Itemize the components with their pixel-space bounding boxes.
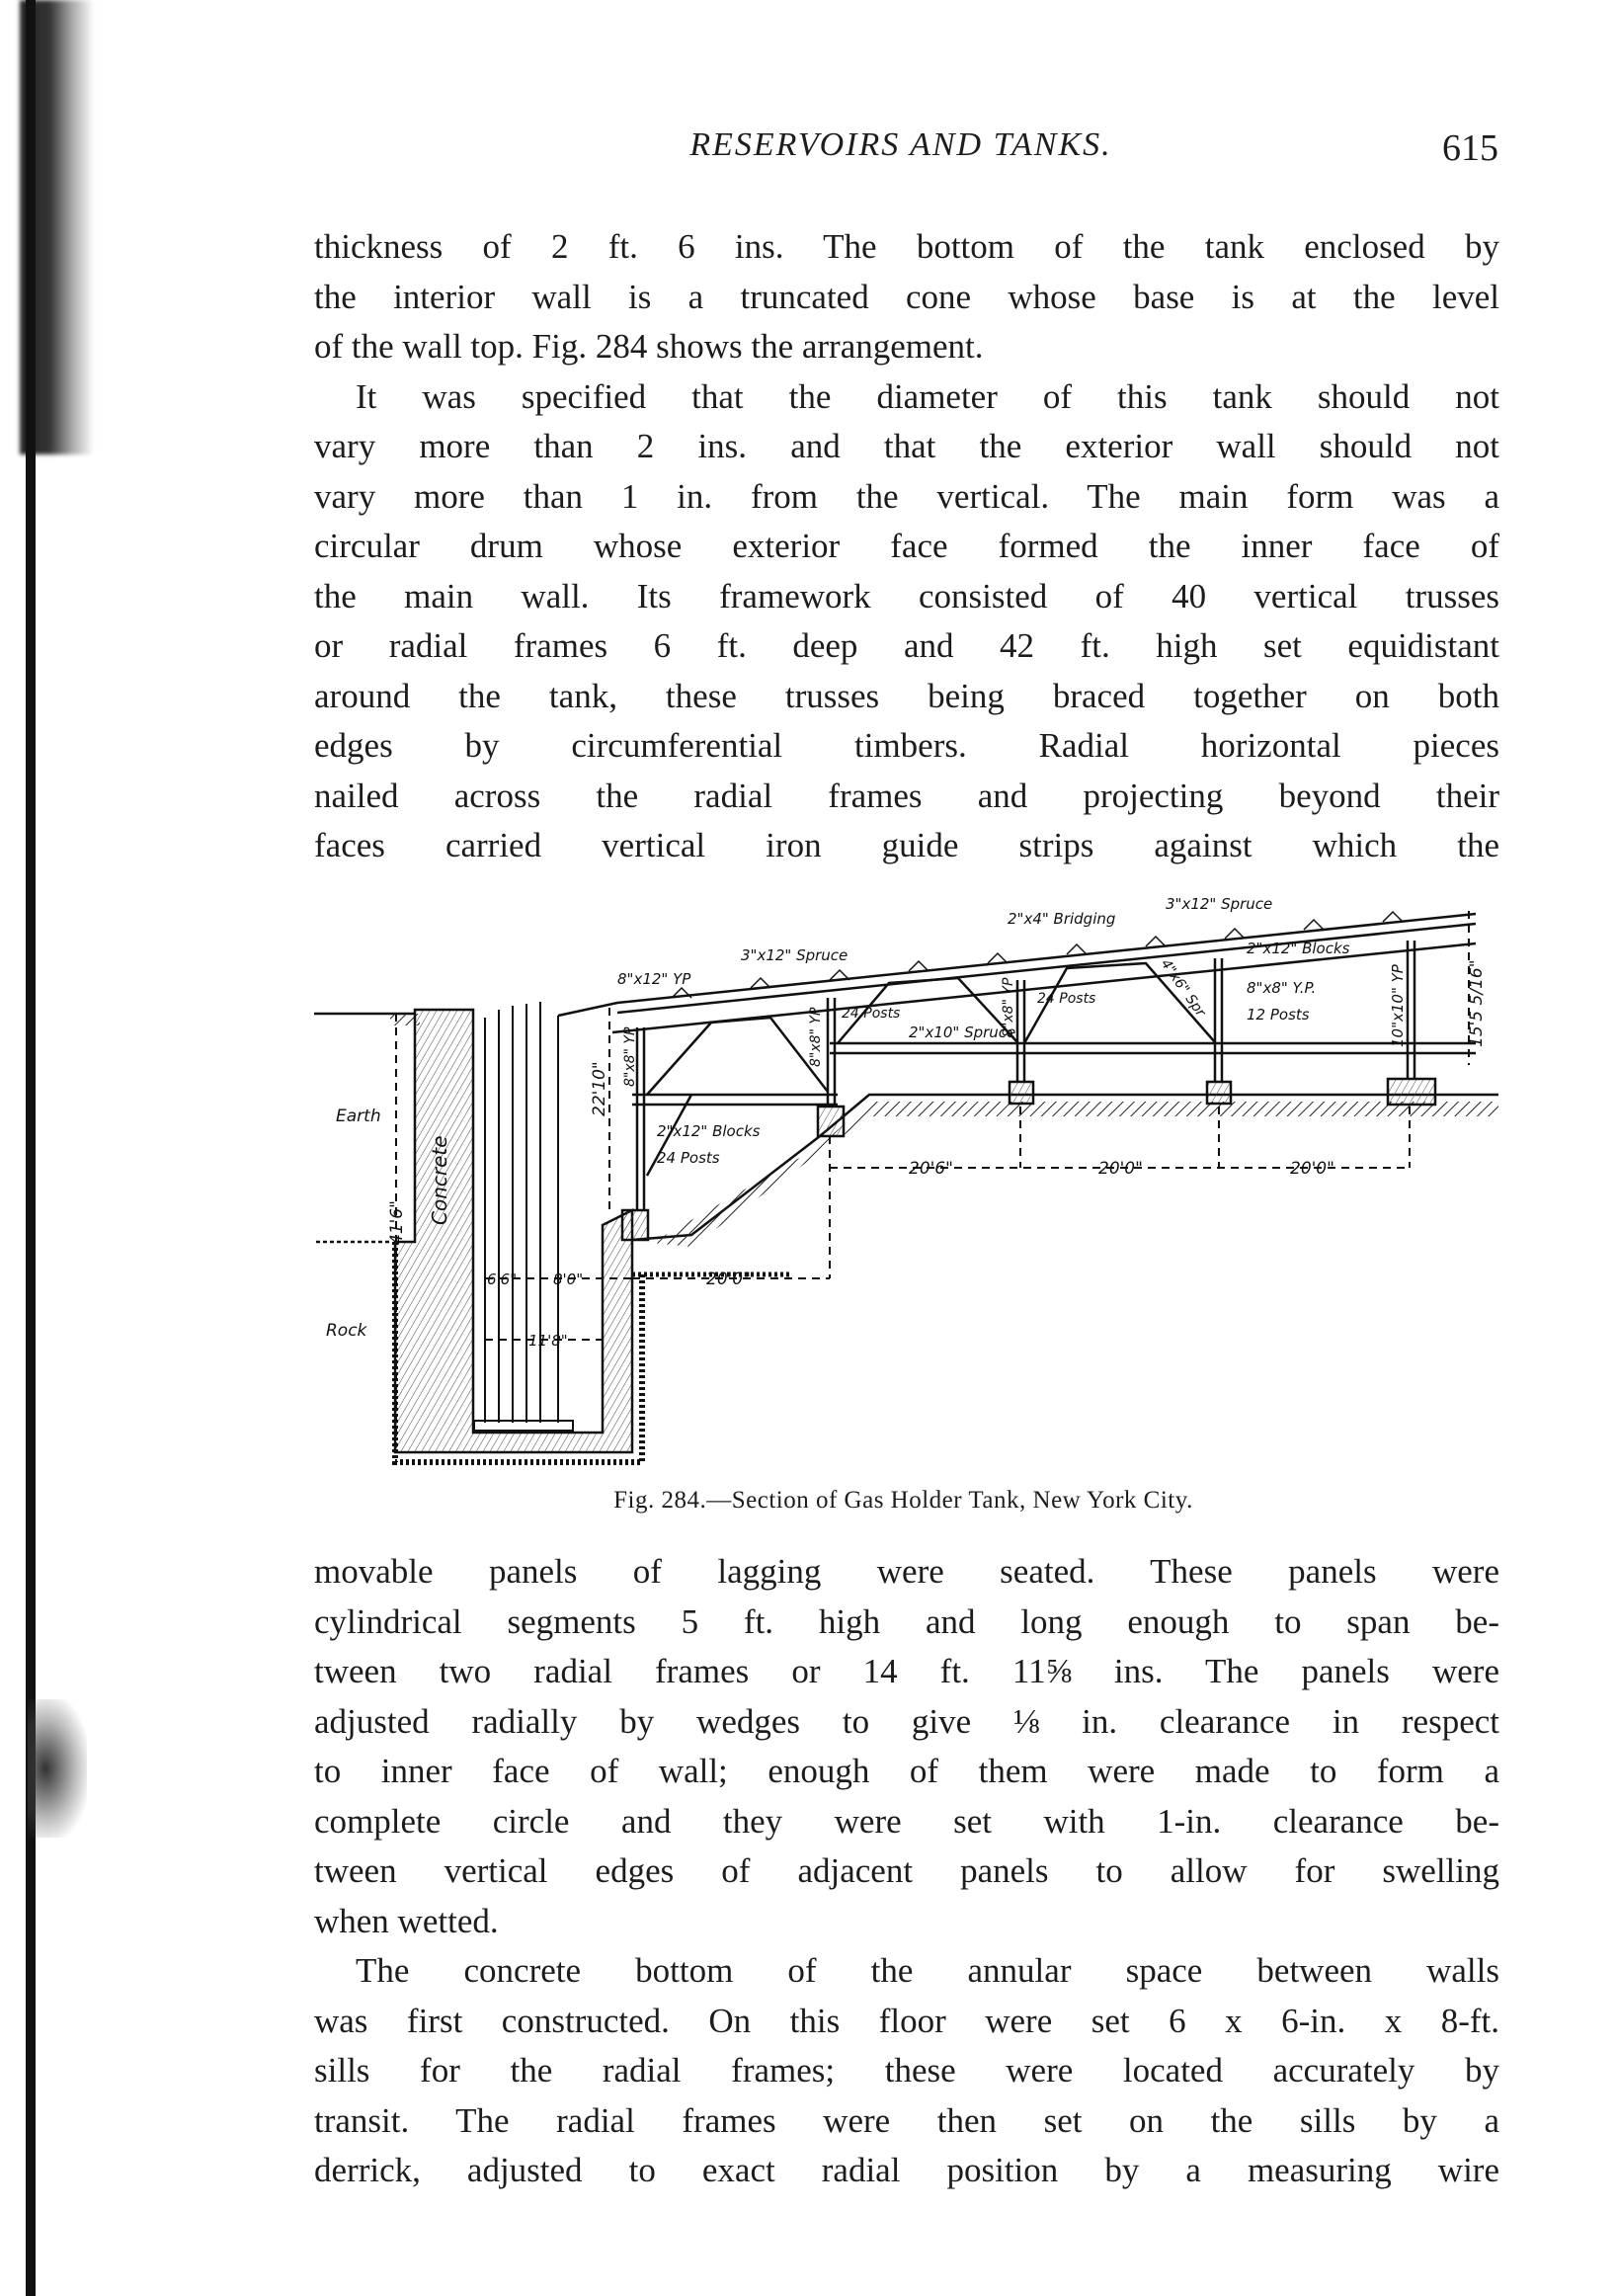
text-line: vary more than 1 in. from the vertical. The main form was a — [314, 476, 1499, 516]
dim-8-0: 8'0" — [553, 1271, 584, 1288]
dim-22-10: 22'10" — [590, 1061, 609, 1116]
dim-41-6: 41'6" — [387, 1200, 407, 1245]
text-line: the interior wall is a truncated cone whose base is at the level — [314, 277, 1499, 316]
label-blocks-2x12: 2"x12" Blocks — [1247, 940, 1350, 957]
dim-20-6: 20'6" — [909, 1159, 953, 1179]
label-24-posts: 24 Posts — [1037, 991, 1096, 1007]
text-line: around the tank, these trusses being braced together on both — [314, 676, 1499, 715]
text-line: faces carried vertical iron guide strips against which the — [314, 826, 1499, 864]
label-yp-10x10: 10"x10" YP — [1389, 964, 1407, 1047]
label-spruce-3x12: 3"x12" Spruce — [1166, 895, 1273, 913]
label-24-posts: 24 Posts — [657, 1149, 720, 1167]
running-title: RESERVOIRS AND TANKS. — [689, 126, 1112, 163]
text-line: tween two radial frames or 14 ft. 11⅝ ins. The panels were — [314, 1652, 1499, 1690]
label-earth: Earth — [336, 1107, 381, 1126]
label-yp-8x12: 8"x12" YP — [617, 970, 691, 988]
text-block-bottom — [314, 1547, 1499, 2196]
dim-20-0: 20'0" — [1098, 1159, 1143, 1179]
text-line: or radial frames 6 ft. deep and 42 ft. high set equidistant — [314, 626, 1499, 665]
figure-caption: Fig. 284.—Section of Gas Holder Tank, New York City. — [613, 1487, 1193, 1514]
label-spruce-2x10: 2"x10" Spruce — [909, 1024, 1016, 1041]
text-line: sills for the radial frames; these were located accurately by — [314, 2051, 1499, 2090]
page-number: 615 — [1442, 127, 1498, 169]
text-line: complete circle and they were set with 1-in. clearance be- — [314, 1801, 1499, 1841]
text-line: to inner face of wall; enough of them were made to form a — [314, 1752, 1499, 1790]
label-12-posts: 12 Posts — [1247, 1006, 1310, 1024]
text-line: the main wall. Its framework consisted of 40 vertical trusses — [314, 576, 1499, 615]
text-line: It was specified that the diameter of this tank should not — [356, 376, 1499, 416]
label-spr-4x6: 4"x6" Spr — [1157, 956, 1209, 1021]
dim-20-0-low: 20'0" — [706, 1270, 751, 1289]
dim-20-0: 20'0" — [1290, 1159, 1334, 1179]
dim-15-5: 15'5 5/16" — [1467, 959, 1487, 1047]
text-line: thickness of 2 ft. 6 ins. The bottom of the tank enclosed by — [314, 227, 1499, 266]
text-line: adjusted radially by wedges to give ⅛ in. clearance in respect — [314, 1701, 1499, 1741]
text-line: cylindrical segments 5 ft. high and long enough to span be- — [314, 1601, 1499, 1641]
label-yp-8x8: 8"x8" Y.P. — [1247, 979, 1317, 997]
dim-11-8: 11'8" — [528, 1332, 568, 1350]
text-line: circular drum whose exterior face formed the inner face of — [314, 527, 1499, 565]
label-concrete: Concrete — [428, 1135, 451, 1225]
label-spruce-3x12: 3"x12" Spruce — [741, 946, 848, 964]
text-line: movable panels of lagging were seated. These panels were — [314, 1552, 1499, 1591]
label-yp-8x8: 8"x8" YP — [808, 1007, 824, 1067]
label-24-posts: 24 Posts — [842, 1006, 901, 1022]
label-blocks-2x12: 2"x12" Blocks — [657, 1122, 761, 1140]
scan-shadow — [28, 1699, 87, 1838]
text-line: derrick, adjusted to exact radial position by a measuring wire — [314, 2151, 1499, 2189]
text-line: The concrete bottom of the annular space between walls — [356, 1951, 1499, 1990]
label-yp-8x8: 8"x8" YP — [1001, 977, 1016, 1037]
label-bridging: 2"x4" Bridging — [1008, 910, 1116, 928]
text-line: when wetted. — [314, 1901, 499, 1940]
label-yp-8x8: 8"x8" YP — [622, 1026, 638, 1087]
text-line: was first constructed. On this floor were set 6 x 6-in. x 8-ft. — [314, 2001, 1499, 2040]
text-line: nailed across the radial frames and projecting beyond their — [314, 776, 1499, 815]
text-line: transit. The radial frames were then set on the sills by a — [314, 2100, 1499, 2140]
text-line: edges by circumferential timbers. Radial horizontal pieces — [314, 726, 1499, 765]
text-line: vary more than 2 ins. and that the exterior wall should not — [314, 427, 1499, 465]
label-rock: Rock — [326, 1321, 367, 1341]
text-line: of the wall top. Fig. 284 shows the arrangement. — [314, 327, 984, 366]
text-line: tween vertical edges of adjacent panels to allow for swelling — [314, 1851, 1499, 1890]
dim-6-6: 6'6" — [487, 1271, 518, 1288]
